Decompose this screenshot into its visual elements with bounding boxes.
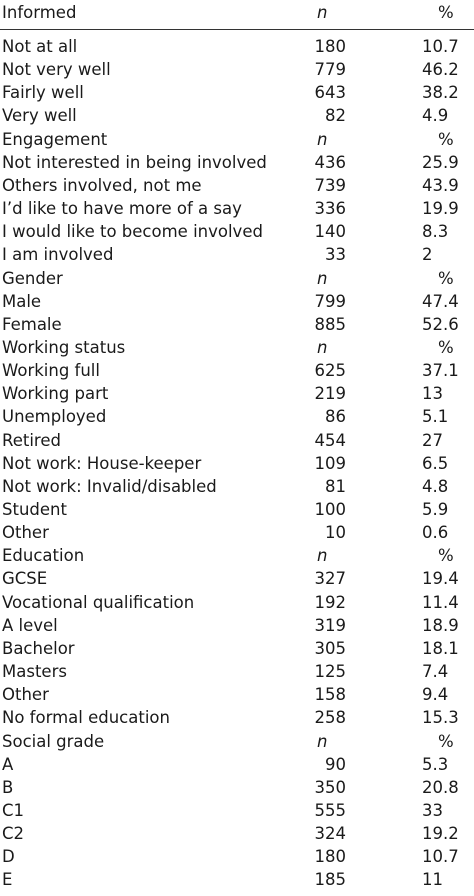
row-label: Not very well — [2, 60, 111, 80]
row-n-value: 125 — [314, 662, 346, 682]
table-row — [0, 683, 474, 706]
row-percent-value: 6.5 — [422, 453, 449, 473]
section-percent-header: % — [438, 731, 454, 751]
row-label: Vocational qualification — [2, 592, 195, 612]
table-row — [0, 799, 474, 822]
row-n-value: 82 — [325, 106, 346, 126]
row-n-value: 140 — [314, 222, 346, 242]
row-percent-value: 0.6 — [422, 523, 449, 543]
table-row — [0, 475, 474, 498]
row-label: D — [2, 847, 15, 867]
row-n-value: 779 — [314, 60, 346, 80]
table-row — [0, 660, 474, 683]
header-percent: % — [438, 3, 454, 22]
section-n-header: n — [317, 546, 328, 566]
row-n-value: 86 — [325, 407, 346, 427]
row-label: I’d like to have more of a say — [2, 199, 242, 219]
section-label: Gender — [2, 268, 63, 288]
row-label: No formal education — [2, 708, 170, 728]
row-n-value: 454 — [314, 430, 346, 450]
section-header-row — [0, 336, 474, 359]
section-n-header: n — [317, 731, 328, 751]
row-label: Working full — [2, 361, 100, 381]
table-row — [0, 452, 474, 475]
table-row — [0, 174, 474, 197]
row-label: Others involved, not me — [2, 175, 202, 195]
table-header-row — [0, 1, 474, 24]
row-percent-value: 7.4 — [422, 662, 449, 682]
row-n-value: 192 — [314, 592, 346, 612]
table-row — [0, 521, 474, 544]
row-label: Masters — [2, 662, 67, 682]
row-percent-value: 5.3 — [422, 754, 449, 774]
header-label: Informed — [2, 3, 77, 22]
row-n-value: 81 — [325, 476, 346, 496]
row-label: Not work: Invalid/disabled — [2, 476, 217, 496]
row-label: Not work: House-keeper — [2, 453, 202, 473]
row-label: B — [2, 777, 14, 797]
table-row — [0, 567, 474, 590]
row-percent-value: 9.4 — [422, 685, 449, 705]
row-n-value: 350 — [314, 777, 346, 797]
row-n-value: 319 — [314, 615, 346, 635]
table-row — [0, 614, 474, 637]
row-n-value: 158 — [314, 685, 346, 705]
section-label: Engagement — [2, 129, 108, 149]
row-label: C1 — [2, 800, 25, 820]
row-n-value: 555 — [314, 800, 346, 820]
row-percent-value: 11 — [422, 870, 443, 890]
row-label: Unemployed — [2, 407, 107, 427]
row-label: Fairly well — [2, 83, 84, 103]
row-percent-value: 43.9 — [422, 175, 459, 195]
section-percent-header: % — [438, 268, 454, 288]
row-percent-value: 8.3 — [422, 222, 449, 242]
table-row — [0, 753, 474, 776]
row-label: C2 — [2, 824, 25, 844]
row-n-value: 885 — [314, 314, 346, 334]
row-label: Other — [2, 523, 49, 543]
row-label: Bachelor — [2, 638, 75, 658]
row-label: I would like to become involved — [2, 222, 263, 242]
section-percent-header: % — [438, 546, 454, 566]
table-row — [0, 243, 474, 266]
row-n-value: 625 — [314, 361, 346, 381]
row-n-value: 324 — [314, 824, 346, 844]
row-percent-value: 20.8 — [422, 777, 459, 797]
table-row — [0, 35, 474, 58]
table-row — [0, 776, 474, 799]
table-row — [0, 81, 474, 104]
row-percent-value: 19.4 — [422, 569, 459, 589]
header-rule — [0, 29, 474, 30]
table-row — [0, 104, 474, 127]
table-row — [0, 290, 474, 313]
table-row — [0, 637, 474, 660]
table-row — [0, 868, 474, 891]
table-row — [0, 405, 474, 428]
section-n-header: n — [317, 337, 328, 357]
row-percent-value: 10.7 — [422, 847, 459, 867]
row-percent-value: 52.6 — [422, 314, 459, 334]
row-label: A — [2, 754, 14, 774]
row-percent-value: 38.2 — [422, 83, 459, 103]
row-label: Retired — [2, 430, 61, 450]
row-percent-value: 18.9 — [422, 615, 459, 635]
section-label: Education — [2, 546, 85, 566]
row-percent-value: 2 — [422, 245, 433, 265]
table-row — [0, 359, 474, 382]
section-n-header: n — [317, 268, 328, 288]
row-label: Very well — [2, 106, 77, 126]
row-percent-value: 19.2 — [422, 824, 459, 844]
section-header-row — [0, 267, 474, 290]
row-n-value: 219 — [314, 384, 346, 404]
row-n-value: 436 — [314, 152, 346, 172]
row-label: Student — [2, 500, 67, 519]
section-percent-header: % — [438, 129, 454, 149]
row-n-value: 327 — [314, 569, 346, 589]
row-percent-value: 27 — [422, 430, 443, 450]
table-row — [0, 822, 474, 845]
row-percent-value: 11.4 — [422, 592, 459, 612]
row-percent-value: 46.2 — [422, 60, 459, 80]
row-percent-value: 18.1 — [422, 638, 459, 658]
row-percent-value: 33 — [422, 800, 443, 820]
row-n-value: 739 — [314, 175, 346, 195]
section-label: Social grade — [2, 731, 105, 751]
table-row — [0, 429, 474, 452]
section-percent-header: % — [438, 337, 454, 357]
row-percent-value: 5.1 — [422, 407, 449, 427]
row-percent-value: 19.9 — [422, 199, 459, 219]
row-label: Working part — [2, 384, 109, 404]
row-percent-value: 10.7 — [422, 37, 459, 56]
table-row — [0, 220, 474, 243]
row-n-value: 336 — [314, 199, 346, 219]
table-row — [0, 382, 474, 405]
row-n-value: 180 — [314, 847, 346, 867]
table-row — [0, 151, 474, 174]
header-n: n — [317, 3, 328, 22]
table-row — [0, 706, 474, 729]
section-header-row — [0, 544, 474, 567]
row-label: A level — [2, 615, 58, 635]
row-percent-value: 5.9 — [422, 500, 449, 519]
row-n-value: 799 — [314, 291, 346, 311]
row-n-value: 180 — [314, 37, 346, 56]
row-n-value: 258 — [314, 708, 346, 728]
row-percent-value: 47.4 — [422, 291, 459, 311]
row-label: E — [2, 870, 13, 890]
row-percent-value: 4.9 — [422, 106, 449, 126]
row-label: Male — [2, 291, 42, 311]
table-row — [0, 591, 474, 614]
row-percent-value: 13 — [422, 384, 443, 404]
table-row — [0, 845, 474, 868]
row-n-value: 100 — [314, 500, 346, 519]
table-row — [0, 197, 474, 220]
table-row — [0, 498, 474, 521]
row-n-value: 90 — [325, 754, 346, 774]
row-n-value: 10 — [325, 523, 346, 543]
section-header-row — [0, 730, 474, 753]
section-label: Working status — [2, 337, 126, 357]
section-header-row — [0, 128, 474, 151]
row-percent-value: 15.3 — [422, 708, 459, 728]
row-n-value: 109 — [314, 453, 346, 473]
row-label: Female — [2, 314, 62, 334]
row-label: Not at all — [2, 37, 78, 56]
row-percent-value: 25.9 — [422, 152, 459, 172]
row-label: I am involved — [2, 245, 114, 265]
row-label: Other — [2, 685, 49, 705]
section-n-header: n — [317, 129, 328, 149]
table-row — [0, 58, 474, 81]
row-n-value: 33 — [325, 245, 346, 265]
row-label: Not interested in being involved — [2, 152, 267, 172]
table-row — [0, 313, 474, 336]
row-label: GCSE — [2, 569, 48, 589]
row-n-value: 643 — [314, 83, 346, 103]
row-n-value: 305 — [314, 638, 346, 658]
row-percent-value: 4.8 — [422, 476, 449, 496]
row-percent-value: 37.1 — [422, 361, 459, 381]
row-n-value: 185 — [314, 870, 346, 890]
